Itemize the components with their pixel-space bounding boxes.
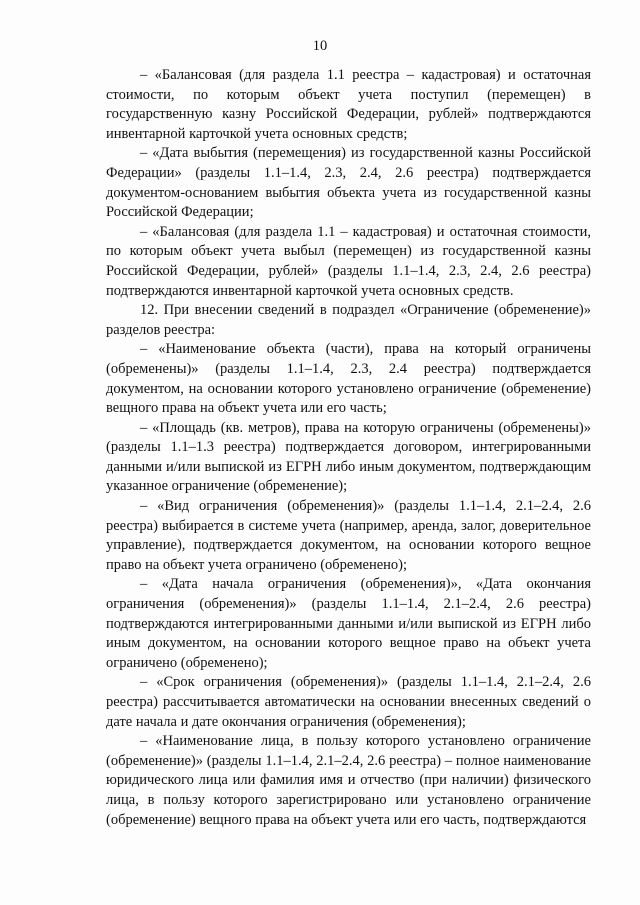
paragraph: – «Дата выбытия (перемещения) из государственной казны Российской Федерации» (разделы 1.1–1.4, 2.3, 2.4, 2.6 реестра) подтверждается документом-основанием выбытия объекта учета из государственной казны Российской Федерации; xyxy=(106,145,591,221)
paragraph: 12. При внесении сведений в подраздел «Ограничение (обременение)» разделов реестра: xyxy=(106,302,591,338)
paragraph: – «Дата начала ограничения (обременения)», «Дата окончания ограничения (обременения)» (разделы 1.1–1.4, 2.1–2.4, 2.6 реестра) подтверждаются интегрированными данными и/или выпиской из ЕГРН либо иным документом, на основании которого вещное право на объект учета ограничено (обременено); xyxy=(106,576,591,671)
paragraph: – «Площадь (кв. метров), права на которую ограничены (обременены)» (разделы 1.1–1.3 реестра) подтверждается договором, интегрированными данными и/или выпиской из ЕГРН либо иным документом, подтверждающим указанное ограничение (обременение); xyxy=(106,419,591,495)
paragraph: – «Срок ограничения (обременения)» (разделы 1.1–1.4, 2.1–2.4, 2.6 реестра) рассчитывается автоматически на основании внесенных сведений о дате начала и дате окончания ограничения (обременения); xyxy=(106,674,591,730)
paragraph: – «Вид ограничения (обременения)» (разделы 1.1–1.4, 2.1–2.4, 2.6 реестра) выбирается в системе учета (например, аренда, залог, доверительное управление), подтверждается документом, на основании которого вещное право на объект учета ограничено (обременено); xyxy=(106,498,591,573)
paragraph: – «Наименование объекта (части), права на который ограничены (обременены)» (разделы 1.1–1.4, 2.3, 2.4 реестра) подтверждается документом, на основании которого установлено ограничение (обременение) вещного права на объект учета или его часть; xyxy=(106,341,591,417)
paragraph: – «Балансовая (для раздела 1.1 реестра – кадастровая) и остаточная стоимости, по которым объект учета поступил (перемещен) в государственную казну Российской Федерации, рублей» подтверждаются инвентарной карточкой учета основных средств; xyxy=(106,67,591,142)
document-body xyxy=(106,66,591,830)
paragraph: – «Наименование лица, в пользу которого установлено ограничение (обременение)» (разделы 1.1–1.4, 2.1–2.4, 2.6 реестра) – полное наименование юридического лица или фамилия имя и отчество (при наличии) физического лица, в пользу которого зарегистрировано или установлено ограничение (обременение) вещного права на объект учета или его часть, подтверждаются xyxy=(106,733,591,828)
page-number: 10 xyxy=(312,38,328,54)
paragraph: – «Балансовая (для раздела 1.1 – кадастровая) и остаточная стоимости, по которым объект учета выбыл (перемещен) из государственной казны Российской Федерации, рублей» (разделы 1.1–1.4, 2.3, 2.4, 2.6 реестра) подтверждаются инвентарной карточкой учета основных средств. xyxy=(106,223,591,299)
